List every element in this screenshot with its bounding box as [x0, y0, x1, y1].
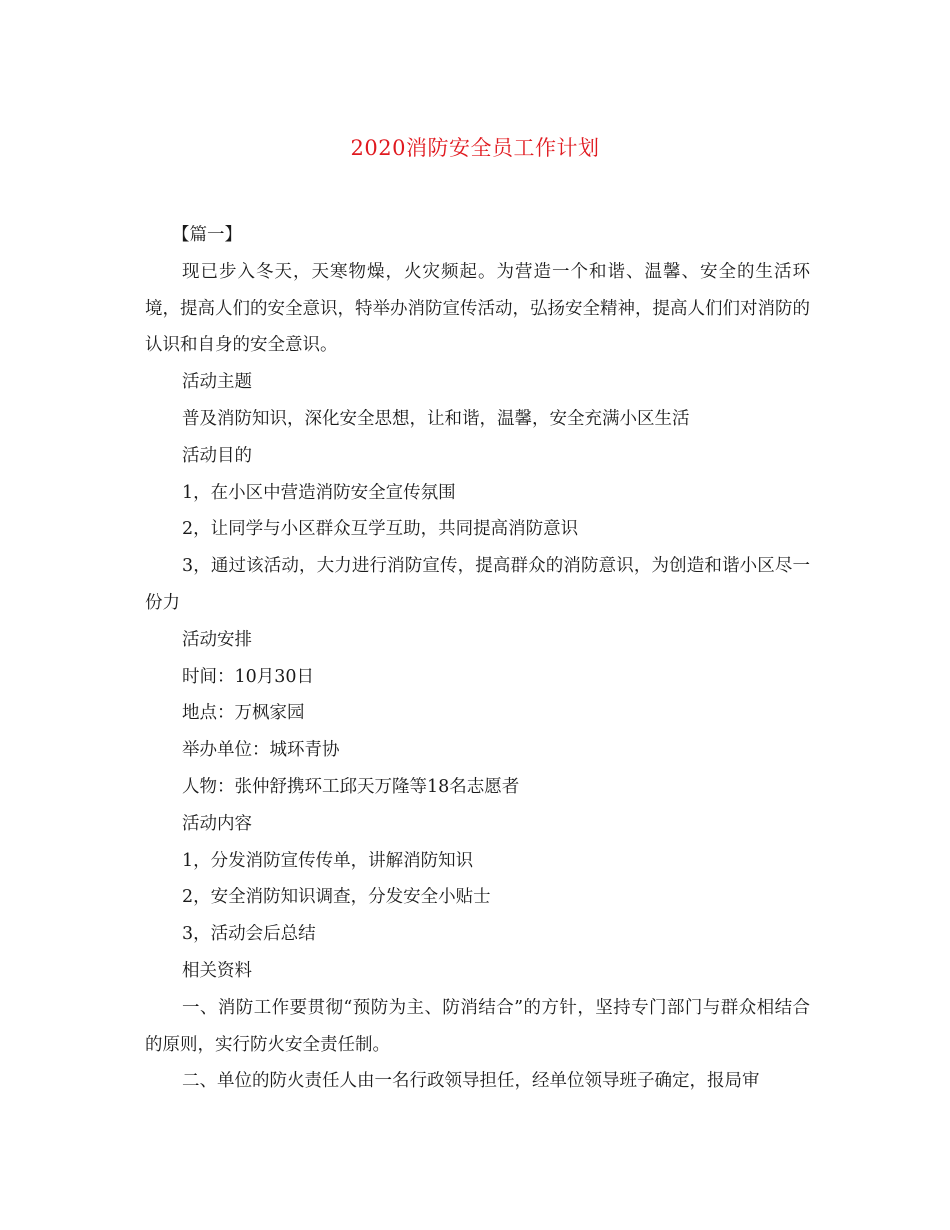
activity-theme-text: 普及消防知识，深化安全思想，让和谐，温馨，安全充满小区生活 [182, 408, 690, 429]
schedule-location: 地点：万枫家园 [182, 703, 305, 724]
schedule-organizer: 举办单位：城环青协 [182, 740, 340, 761]
materials-paragraph: 二、单位的防火责任人由一名行政领导担任，经单位领导班子确定，报局审 [182, 1071, 760, 1092]
content-item: 1，分发消防宣传传单，讲解消防知识 [182, 850, 474, 871]
intro-paragraph: 现已步入冬天，天寒物燥，火灾频起。为营造一个和谐、温馨、安全的生活环境，提高人们的安全意识，特举办消防宣传活动，弘扬安全精神，提高人们们对消防的认识和自身的安全意识。 [145, 261, 810, 356]
content-item: 2，安全消防知识调查，分发安全小贴士 [182, 887, 491, 908]
content-item: 3，活动会后总结 [182, 924, 316, 945]
purpose-item: 1，在小区中营造消防安全宣传氛围 [182, 482, 456, 503]
heading-related-materials: 相关资料 [182, 960, 252, 981]
section-heading: 【篇一】 [172, 225, 242, 245]
heading-activity-purpose: 活动目的 [182, 445, 252, 466]
schedule-time: 时间：10月30日 [182, 666, 315, 687]
heading-activity-theme: 活动主题 [182, 372, 252, 393]
schedule-people: 人物：张仲舒携环工邱天万隆等18名志愿者 [182, 776, 520, 797]
document-title: 2020消防安全员工作计划 [350, 136, 600, 160]
materials-paragraph: 一、消防工作要贯彻“预防为主、防消结合”的方针，坚持专门部门与群众相结合的原则，实行防火安全责任制。 [145, 997, 810, 1055]
heading-activity-content: 活动内容 [182, 813, 252, 834]
heading-activity-schedule: 活动安排 [182, 629, 252, 650]
purpose-item: 3，通过该活动，大力进行消防宣传，提高群众的消防意识，为创造和谐小区尽一份力 [145, 556, 810, 613]
document-body [145, 217, 810, 1100]
purpose-item: 2，让同学与小区群众互学互助，共同提高消防意识 [182, 519, 579, 540]
